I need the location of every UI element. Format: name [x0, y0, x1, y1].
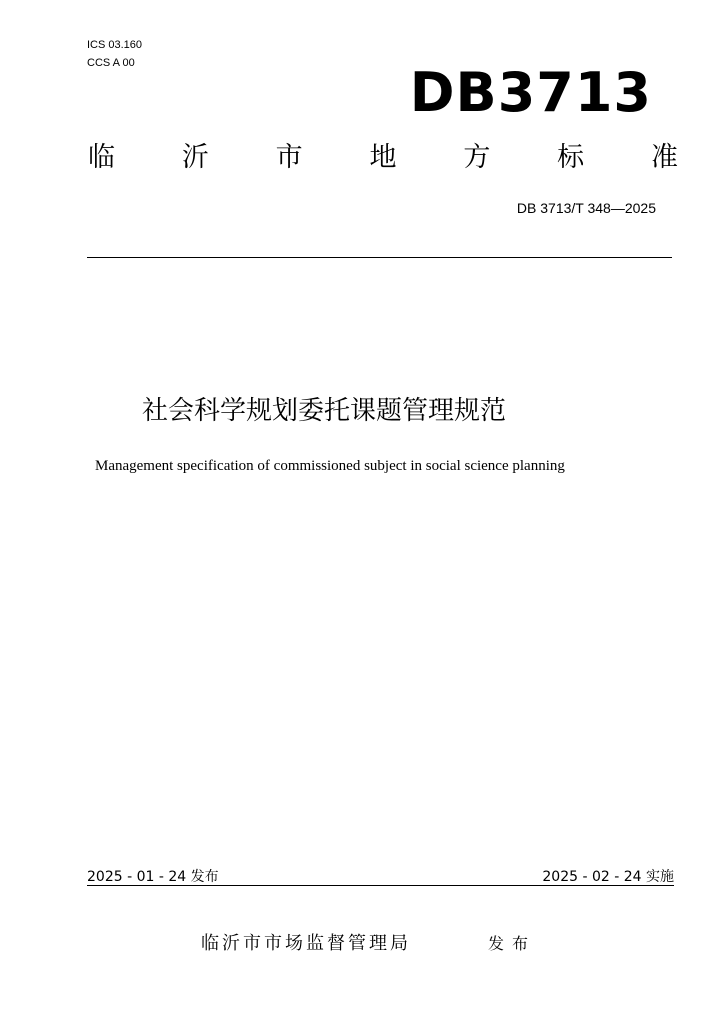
standard-mark-logo: DB3713 [409, 61, 652, 124]
publish-date: 2025 - 01 - 24 发布 [87, 869, 219, 885]
document-title-chinese: 社会科学规划委托课题管理规范 [142, 396, 507, 426]
standard-type-heading [88, 140, 678, 176]
issue-label: 发布 [488, 934, 537, 953]
implementation-date: 2025 - 02 - 24 实施 [542, 869, 674, 885]
heading-char: 地 [369, 142, 397, 173]
heading-char: 临 [88, 142, 115, 173]
heading-char: 方 [463, 142, 491, 173]
footer-divider [87, 885, 674, 886]
heading-char: 标 [557, 142, 585, 173]
heading-char: 市 [275, 142, 303, 173]
document-title-english: Management specification of commissioned subject in social science planning [95, 458, 565, 474]
standard-number: DB 3713/T 348—2025 [516, 200, 656, 216]
header-divider [87, 257, 672, 258]
ics-code: ICS 03.160 [87, 39, 143, 51]
ccs-code: CCS A 00 [87, 57, 135, 69]
issuing-authority: 临沂市市场监督管理局 [201, 933, 411, 954]
heading-char: 沂 [181, 142, 209, 173]
heading-char: 准 [650, 142, 678, 173]
